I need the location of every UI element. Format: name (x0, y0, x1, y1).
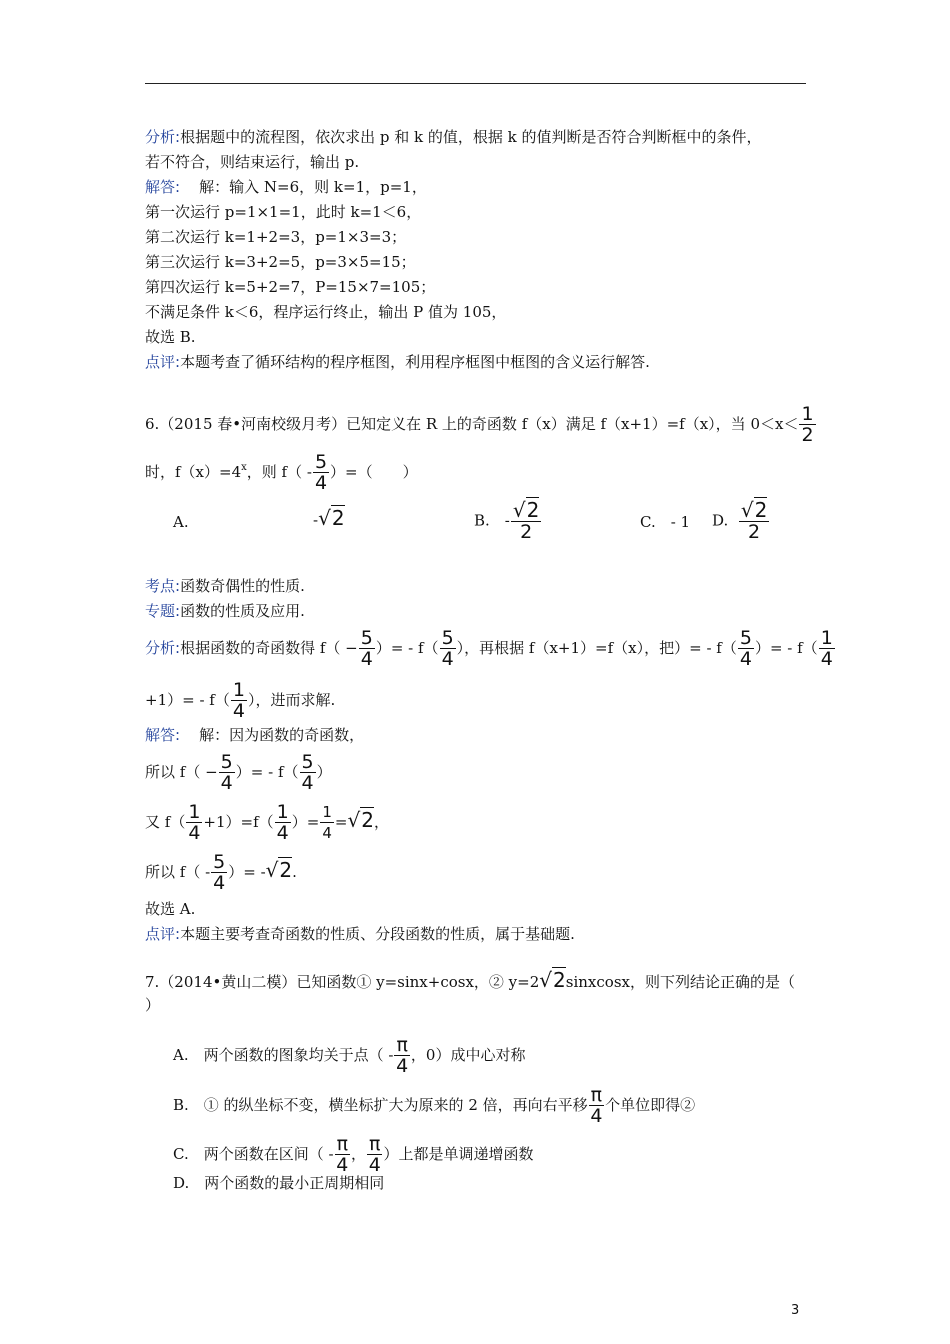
fraction: $\frac{5}{4}$ (213, 851, 226, 894)
fraction: $\frac{5}{4}$ (441, 627, 454, 670)
q5-step-3: 第三次运行 k=3+2=5，p=3×5=15； (145, 253, 416, 271)
q5-end: 不满足条件 k＜6，程序运行终止，输出 P 值为 105， (145, 303, 507, 321)
fraction: $\frac{5}{4}$ (739, 627, 752, 670)
answer-label: 解答: (145, 178, 181, 196)
q6-so-1: 所以 f（ − $\frac{5}{4}$ ）= - f（ $\frac{5}{4}$ ） (145, 751, 332, 794)
page-number: 3 (791, 1303, 800, 1318)
q6-option-d: D. $\frac{√2}{2}$ (712, 498, 768, 543)
q5-analysis-line-1: 分析:根据题中的流程图，依次求出 p 和 k 的值，根据 k 的值判断是否符合判断框中的条件， (145, 128, 762, 146)
q5-choice: 故选 B. (145, 328, 196, 346)
q6-analysis-line-2: +1）= - f（ $\frac{1}{4}$ ），进而求解. (145, 679, 336, 722)
sqrt: √2 (347, 808, 374, 832)
q5-step-4: 第四次运行 k=5+2=7，P=15×7=105； (145, 278, 436, 296)
q6-also: 又 f（ $\frac{1}{4}$ +1）=f（ $\frac{1}{4}$ ）= $\frac{1}{4}$ =√2， (145, 801, 389, 844)
q6-analysis-line-1: 分析:根据函数的奇函数得 f（ − $\frac{5}{4}$ ）= - f（ $\frac{5}{4}$ ），再根据 f（x+1）=f（x），把）= - f（ $\frac{5}{4}$ ）= - f（ $\frac{1}{4}$ (145, 627, 833, 670)
q7-option-b: B. ① 的纵坐标不变，横坐标扩大为原来的 2 倍，再向右平移 $\frac{\pi}{4}$ 个单位即得② (173, 1084, 696, 1127)
fraction: $\frac{1}{4}$ (820, 627, 833, 670)
sqrt: √2 (265, 858, 293, 882)
q5-step-2: 第二次运行 k=1+2=3，p=1×3=3； (145, 228, 407, 246)
q6-choice: 故选 A. (145, 900, 196, 918)
fraction: $\frac{5}{4}$ (360, 627, 373, 670)
q5-comment: 点评:本题考查了循环结构的程序框图，利用程序框图中框图的含义运行解答. (145, 353, 650, 371)
q7-stem-line-2: ） (145, 996, 161, 1014)
q5-analysis-line-2: 若不符合，则结束运行，输出 p. (145, 153, 360, 171)
fraction: $\frac{\pi}{4}$ (368, 1133, 381, 1176)
q6-stem-line-1: 6.（2015 春•河南校级月考）已知定义在 R 上的奇函数 f（x）满足 f（x+1）=f（x），当 0＜x＜ $\frac{1}{2}$ (145, 403, 814, 446)
fraction: $\frac{√2}{2}$ (512, 498, 540, 543)
sqrt: √2 (539, 968, 566, 992)
analysis-label: 分析: (145, 128, 181, 146)
q7-option-d: D. 两个函数的最小正周期相同 (173, 1174, 385, 1192)
q5-step-1: 第一次运行 p=1×1=1，此时 k=1＜6， (145, 203, 422, 221)
fraction: $\frac{\pi}{4}$ (590, 1084, 603, 1127)
q6-so-2: 所以 f（ - $\frac{5}{4}$ ）= -√2. (145, 851, 297, 894)
fraction: $\frac{1}{2}$ (801, 403, 814, 446)
fraction: $\frac{1}{4}$ (232, 679, 245, 722)
fraction: $\frac{1}{4}$ (188, 801, 201, 844)
q7-option-c: C. 两个函数在区间（ - $\frac{\pi}{4}$ ， $\frac{\pi}{4}$ ）上都是单调递增函数 (173, 1133, 534, 1176)
fraction: $\frac{\pi}{4}$ (396, 1034, 409, 1077)
fraction: $\frac{5}{4}$ (220, 751, 233, 794)
q6-option-c: C. - 1 (640, 513, 691, 531)
fraction: $\frac{\pi}{4}$ (336, 1133, 349, 1176)
q6-kaodian: 考点:函数奇偶性的性质. (145, 577, 305, 595)
q5-answer-line: 解答: 解：输入 N=6，则 k=1，p=1， (145, 178, 427, 196)
q6-zhuanti: 专题:函数的性质及应用. (145, 602, 305, 620)
q6-option-a-value: -√2 (313, 506, 345, 530)
fraction: $\frac{1}{4}$ (276, 801, 289, 844)
sqrt: √2 (318, 506, 345, 530)
q6-option-b: B. - $\frac{√2}{2}$ (474, 498, 540, 543)
q7-option-a: A. 两个函数的图象均关于点（ - $\frac{\pi}{4}$ ，0）成中心对称 (173, 1034, 526, 1077)
fraction: $\frac{√2}{2}$ (740, 498, 768, 543)
q6-comment: 点评:本题主要考查奇函数的性质、分段函数的性质，属于基础题. (145, 925, 575, 943)
header-rule (145, 83, 806, 84)
q6-stem-line-2: 时，$f(x)=4^x$，则 f（ - $\frac{5}{4}$ ）=（ ） (145, 451, 418, 494)
q6-answer: 解答: 解：因为函数的奇函数， (145, 726, 365, 744)
fraction: $\frac{5}{4}$ (301, 751, 314, 794)
q6-option-a: A. (173, 513, 189, 531)
q7-stem-line-1: 7.（2014•黄山二模）已知函数① y=sinx+cosx，② y=2√2sinxcosx，则下列结论正确的是（ (145, 968, 795, 992)
fraction: $\frac{5}{4}$ (314, 451, 328, 494)
fraction: $\frac{1}{4}$ (322, 803, 332, 842)
